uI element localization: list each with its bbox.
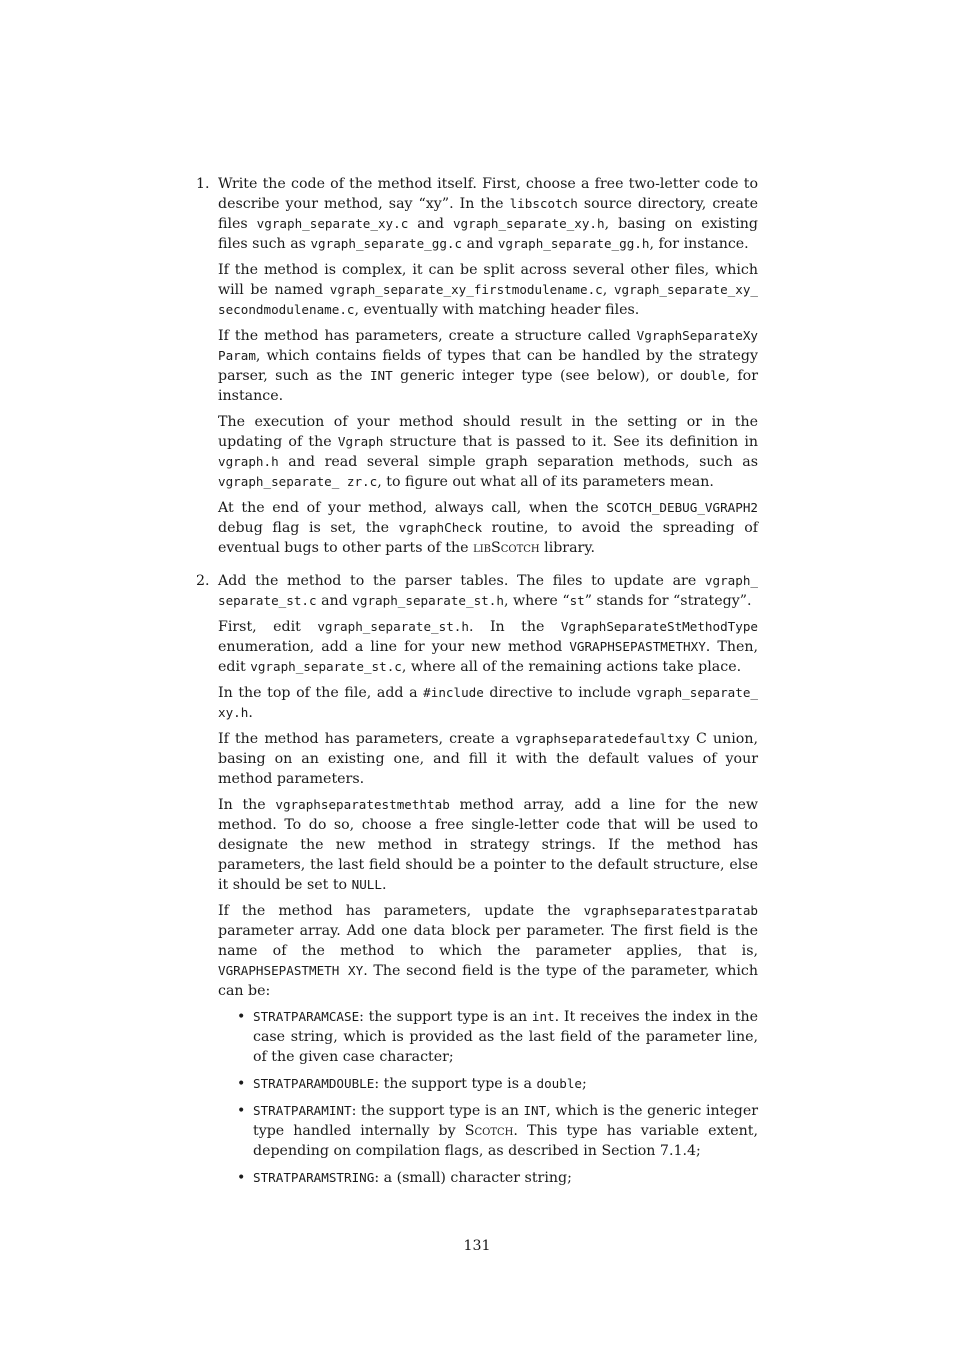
- text-run: If the method is complex, it can be split across several other files, which will be named: [218, 262, 758, 298]
- paragraph: [218, 729, 758, 789]
- bullet-item: [237, 1168, 758, 1188]
- code-identifier: vgraph_separate_gg.c: [310, 236, 463, 251]
- paragraph: [218, 174, 758, 254]
- code-identifier: vgraphseparatedefaultxy: [515, 731, 690, 746]
- code-identifier: Vgraph: [337, 434, 384, 449]
- code-identifier: vgraph_ separate_st.c: [218, 573, 758, 608]
- text-run: library.: [539, 540, 595, 556]
- text-run: Add the method to the parser tables. The files to update are: [218, 573, 705, 589]
- bullet-icon: •: [237, 1170, 246, 1186]
- code-identifier: vgraphseparatestparatab: [583, 903, 758, 918]
- code-identifier: vgraph_separate_st.c: [250, 659, 402, 674]
- code-identifier: vgraph_separate_xy.c: [256, 216, 409, 231]
- code-identifier: VgraphSeparateStMethodType: [560, 619, 758, 634]
- code-identifier: STRATPARAMDOUBLE: [253, 1076, 375, 1091]
- product-name: Scotch: [464, 1123, 514, 1139]
- text-run: If the method has parameters, create a structure called: [218, 328, 637, 344]
- text-run: ,: [602, 282, 614, 298]
- paragraph: [218, 795, 758, 895]
- code-identifier: double: [679, 368, 726, 383]
- text-run: method array, add a line for the new method. To do so, choose a free single-letter code that will be used to designate the new method in strategy strings. If the method has parameters, the last field should be a pointer to the default structure, else it should be set to: [218, 797, 759, 893]
- code-identifier: VgraphSeparateXy Param: [218, 328, 758, 363]
- code-identifier: SCOTCH_DEBUG_VGRAPH2: [606, 500, 758, 515]
- list-item-2: [196, 571, 758, 1188]
- text-run: If the method has parameters, update the: [218, 903, 584, 919]
- text-run: : the support type is an: [351, 1103, 524, 1119]
- code-identifier: vgraph_separate_ zr.c: [218, 474, 378, 489]
- text-run: , basing on existing files such as: [218, 216, 758, 252]
- code-identifier: vgraph.h: [218, 454, 279, 469]
- text-run: .: [248, 705, 253, 721]
- bullet-text: [253, 1103, 758, 1159]
- bullet-item: [237, 1101, 759, 1161]
- text-run: . In the: [468, 619, 561, 635]
- page-body: [196, 174, 758, 1201]
- bullet-text: [253, 1076, 587, 1092]
- code-identifier: vgraph_separate_xy.h: [452, 216, 605, 231]
- text-run: , for instance.: [218, 368, 758, 404]
- text-run: : the support type is a: [374, 1076, 537, 1092]
- text-run: , which is the generic integer type handled internally by: [253, 1103, 759, 1139]
- code-identifier: vgraphCheck: [398, 520, 483, 535]
- text-run: enumeration, add a line for your new method: [218, 639, 570, 655]
- text-run: . It receives the index in the case string, which is provided as the last field of the parameter line, of the given case character;: [253, 1009, 758, 1065]
- code-identifier: vgraph_separate_xy_ secondmodulename.c: [218, 282, 758, 317]
- code-identifier: int: [531, 1009, 555, 1024]
- text-run: debug flag is set, the: [218, 520, 399, 536]
- bullet-item: [237, 1074, 758, 1094]
- text-run: In the top of the file, add a: [218, 685, 424, 701]
- code-identifier: NULL: [351, 877, 382, 892]
- text-run: , where “: [503, 593, 570, 609]
- paragraph: [218, 617, 758, 677]
- parameter-type-list: [218, 1007, 758, 1188]
- text-run: , to figure out what all of its parameters mean.: [377, 474, 714, 490]
- text-run: , for instance.: [649, 236, 749, 252]
- code-identifier: INT: [523, 1103, 547, 1118]
- code-identifier: vgraph_separate_xy_firstmodulename.c: [329, 282, 603, 297]
- paragraph: [218, 683, 758, 723]
- paragraph: [218, 326, 758, 406]
- text-run: and: [462, 236, 498, 252]
- bullet-text: [253, 1009, 758, 1065]
- code-identifier: STRATPARAMINT: [253, 1103, 352, 1118]
- code-identifier: vgraphseparatestmethtab: [275, 797, 450, 812]
- code-identifier: vgraph_separate_st.h: [317, 619, 469, 634]
- text-run: , which contains fields of types that can be handled by the strategy parser, such as the: [218, 348, 758, 384]
- item-number: 1.: [196, 176, 210, 192]
- text-run: : a (small) character string;: [374, 1170, 572, 1186]
- bullet-icon: •: [237, 1009, 246, 1025]
- code-identifier: STRATPARAMSTRING: [253, 1170, 375, 1185]
- bullet-icon: •: [237, 1076, 246, 1092]
- bullet-icon: •: [237, 1103, 246, 1119]
- code-identifier: double: [536, 1076, 582, 1091]
- text-run: If the method has parameters, create a: [218, 731, 516, 747]
- paragraph: [218, 901, 758, 1001]
- code-identifier: libscotch: [509, 196, 578, 211]
- text-run: routine, to avoid the spreading of eventual bugs to other parts of the: [218, 520, 758, 556]
- text-run: and: [408, 216, 453, 232]
- text-run: First, edit: [218, 619, 318, 635]
- text-run: structure that is passed to it. See its definition in: [383, 434, 758, 450]
- code-identifier: vgraph_separate_gg.h: [497, 236, 650, 251]
- text-run: Write the code of the method itself. First, choose a free two-letter code to describe your method, say “xy”. In the: [218, 176, 758, 212]
- bullet-text: [253, 1170, 572, 1186]
- text-run: ;: [581, 1076, 587, 1092]
- text-run: generic integer type (see below), or: [392, 368, 680, 384]
- text-run: At the end of your method, always call, when the: [218, 500, 607, 516]
- product-name: libScotch: [473, 540, 540, 556]
- code-identifier: VGRAPHSEPASTMETHXY: [569, 639, 706, 654]
- text-run: . This type has variable extent, depending on compilation flags, as described in Section 7.1.4;: [253, 1123, 758, 1159]
- paragraph: [218, 571, 758, 611]
- paragraph: [218, 498, 758, 558]
- text-run: directive to include: [483, 685, 637, 701]
- paragraph: [218, 412, 758, 492]
- code-identifier: INT: [369, 368, 393, 383]
- code-identifier: STRATPARAMCASE: [253, 1009, 360, 1024]
- code-identifier: vgraph_separate_st.h: [352, 593, 504, 608]
- list-item-1: [196, 174, 758, 558]
- text-run: In the: [218, 797, 276, 813]
- text-run: , where all of the remaining actions take place.: [401, 659, 742, 675]
- text-run: C union, basing on an existing one, and fill it with the default values of your method parameters.: [218, 731, 758, 787]
- text-run: parameter array. Add one data block per parameter. The first field is the name of the method to which the parameter applies, that is,: [218, 923, 758, 959]
- code-identifier: VGRAPHSEPASTMETH XY: [218, 963, 364, 978]
- bullet-item: [237, 1007, 758, 1067]
- text-run: : the support type is an: [359, 1009, 532, 1025]
- text-run: . The second field is the type of the parameter, which can be:: [218, 963, 758, 999]
- text-run: . Then, edit: [218, 639, 758, 675]
- code-identifier: #include: [423, 685, 484, 700]
- text-run: and: [316, 593, 353, 609]
- item-number: 2.: [196, 573, 210, 589]
- paragraph: [218, 260, 758, 320]
- text-run: The execution of your method should result in the setting or in the updating of the: [218, 414, 758, 450]
- text-run: ” stands for “strategy”.: [584, 593, 752, 609]
- text-run: and read several simple graph separation methods, such as: [278, 454, 758, 470]
- code-identifier: st: [569, 593, 585, 608]
- code-identifier: vgraph_separate_ xy.h: [218, 685, 758, 720]
- text-run: .: [381, 877, 387, 893]
- page-number: 131: [463, 1238, 491, 1254]
- text-run: source directory, create files: [218, 196, 759, 232]
- text-run: , eventually with matching header files.: [354, 302, 640, 318]
